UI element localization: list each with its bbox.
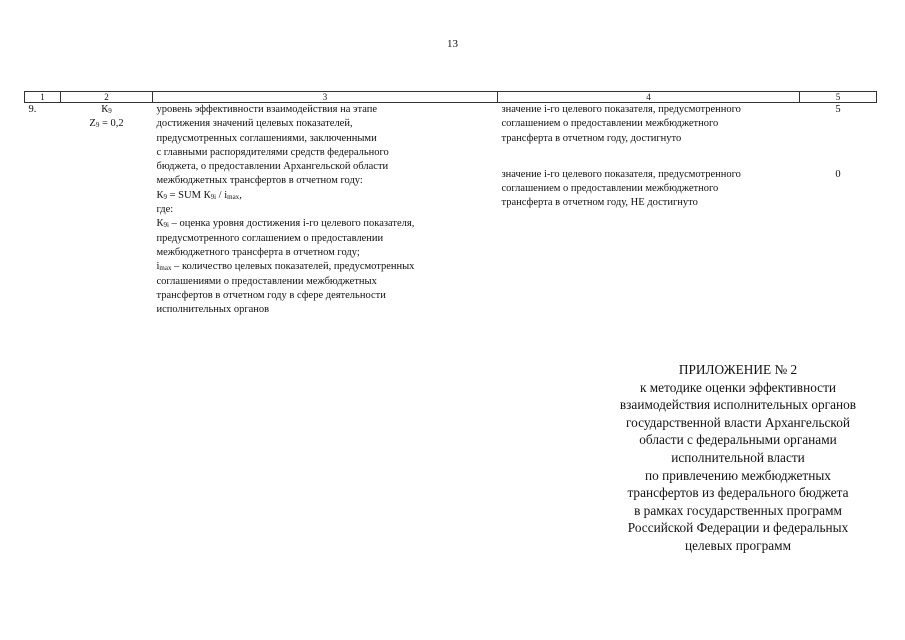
criterion-line: значение i-го целевого показателя, предусмотренного xyxy=(501,104,741,115)
appendix-line: Российской Федерации и федеральных xyxy=(627,520,849,536)
indicator-cell xyxy=(61,103,153,318)
criterion-line: трансферта в отчетном году, достигнуто xyxy=(501,132,682,144)
column-header-2: 2 xyxy=(61,92,153,103)
column-header-3: 3 xyxy=(153,92,498,103)
description-line: с главными распорядителями средств федерального xyxy=(156,146,389,158)
table-header-row xyxy=(25,92,877,103)
column-header-4: 4 xyxy=(498,92,800,103)
appendix-line: по привлечению межбюджетных xyxy=(645,467,831,483)
description-line: предусмотренных соглашениями, заключенными xyxy=(156,132,377,144)
appendix-line: к методике оценки эффективности xyxy=(639,379,837,395)
indicator-code: $К_9$ xyxy=(101,104,112,115)
column-header-1: 1 xyxy=(25,92,61,103)
description-line: трансфертов в отчетном году в сфере деятельности xyxy=(156,289,386,301)
criteria-cell xyxy=(498,103,800,318)
table-row xyxy=(25,103,877,318)
score-achieved: 5 xyxy=(835,104,841,115)
description-line: уровень эффективности взаимодействия на этапе xyxy=(156,104,378,115)
criterion-line: трансферта в отчетном году, НЕ достигнуто xyxy=(501,197,698,209)
appendix-title: ПРИЛОЖЕНИЕ № 2 xyxy=(678,362,798,377)
indicator-weight: $Z_9 = 0,2$ xyxy=(89,118,124,130)
page-number: 13 xyxy=(447,38,458,50)
appendix-line: целевых программ xyxy=(685,537,791,553)
appendix-line: государственной власти Архангельской xyxy=(626,414,850,430)
column-header-5: 5 xyxy=(800,92,877,103)
criterion-not-achieved xyxy=(502,168,796,211)
appendix-heading xyxy=(588,361,888,555)
row-number: 9. xyxy=(28,104,37,115)
appendix-line: исполнительной власти xyxy=(671,449,805,465)
criterion-achieved xyxy=(502,103,796,146)
description-line: бюджета, о предоставлении Архангельской области xyxy=(156,161,389,173)
appendix-line: взаимодействия исполнительных органов xyxy=(619,397,857,413)
description-line: соглашениями о предоставлении межбюджетных xyxy=(156,275,377,287)
definition-imax: $i_{max}$ – количество целевых показателей, предусмотренных xyxy=(156,261,415,273)
definition-k9i: $К_{9i}$ – оценка уровня достижения i-го целевого показателя, xyxy=(156,218,415,230)
indicator-description xyxy=(153,103,498,318)
criterion-line: значение i-го целевого показателя, предусмотренного xyxy=(501,168,741,180)
description-line: межбюджетного трансферта в отчетном году; xyxy=(156,246,360,258)
criterion-line: соглашением о предоставлении межбюджетного xyxy=(501,118,719,130)
appendix-line: трансфертов из федерального бюджета xyxy=(627,485,849,501)
appendix-line: в рамках государственных программ xyxy=(634,502,842,518)
appendix-line: области с федеральными органами xyxy=(639,432,837,448)
criteria-table xyxy=(24,91,877,317)
formula: $К_9$ = SUM $К_{9i} / i_{max}$, xyxy=(156,189,242,201)
score-cell xyxy=(800,103,877,318)
description-line: достижения значений целевых показателей, xyxy=(156,118,353,130)
score-not-achieved: 0 xyxy=(835,168,841,180)
description-line: исполнительных органов xyxy=(156,304,270,316)
where-label: где: xyxy=(156,204,174,216)
criterion-line: соглашением о предоставлении межбюджетного xyxy=(501,183,719,195)
description-line: межбюджетных трансфертов в отчетном году: xyxy=(156,175,363,187)
description-line: предусмотренного соглашением о предоставлении xyxy=(156,232,384,244)
